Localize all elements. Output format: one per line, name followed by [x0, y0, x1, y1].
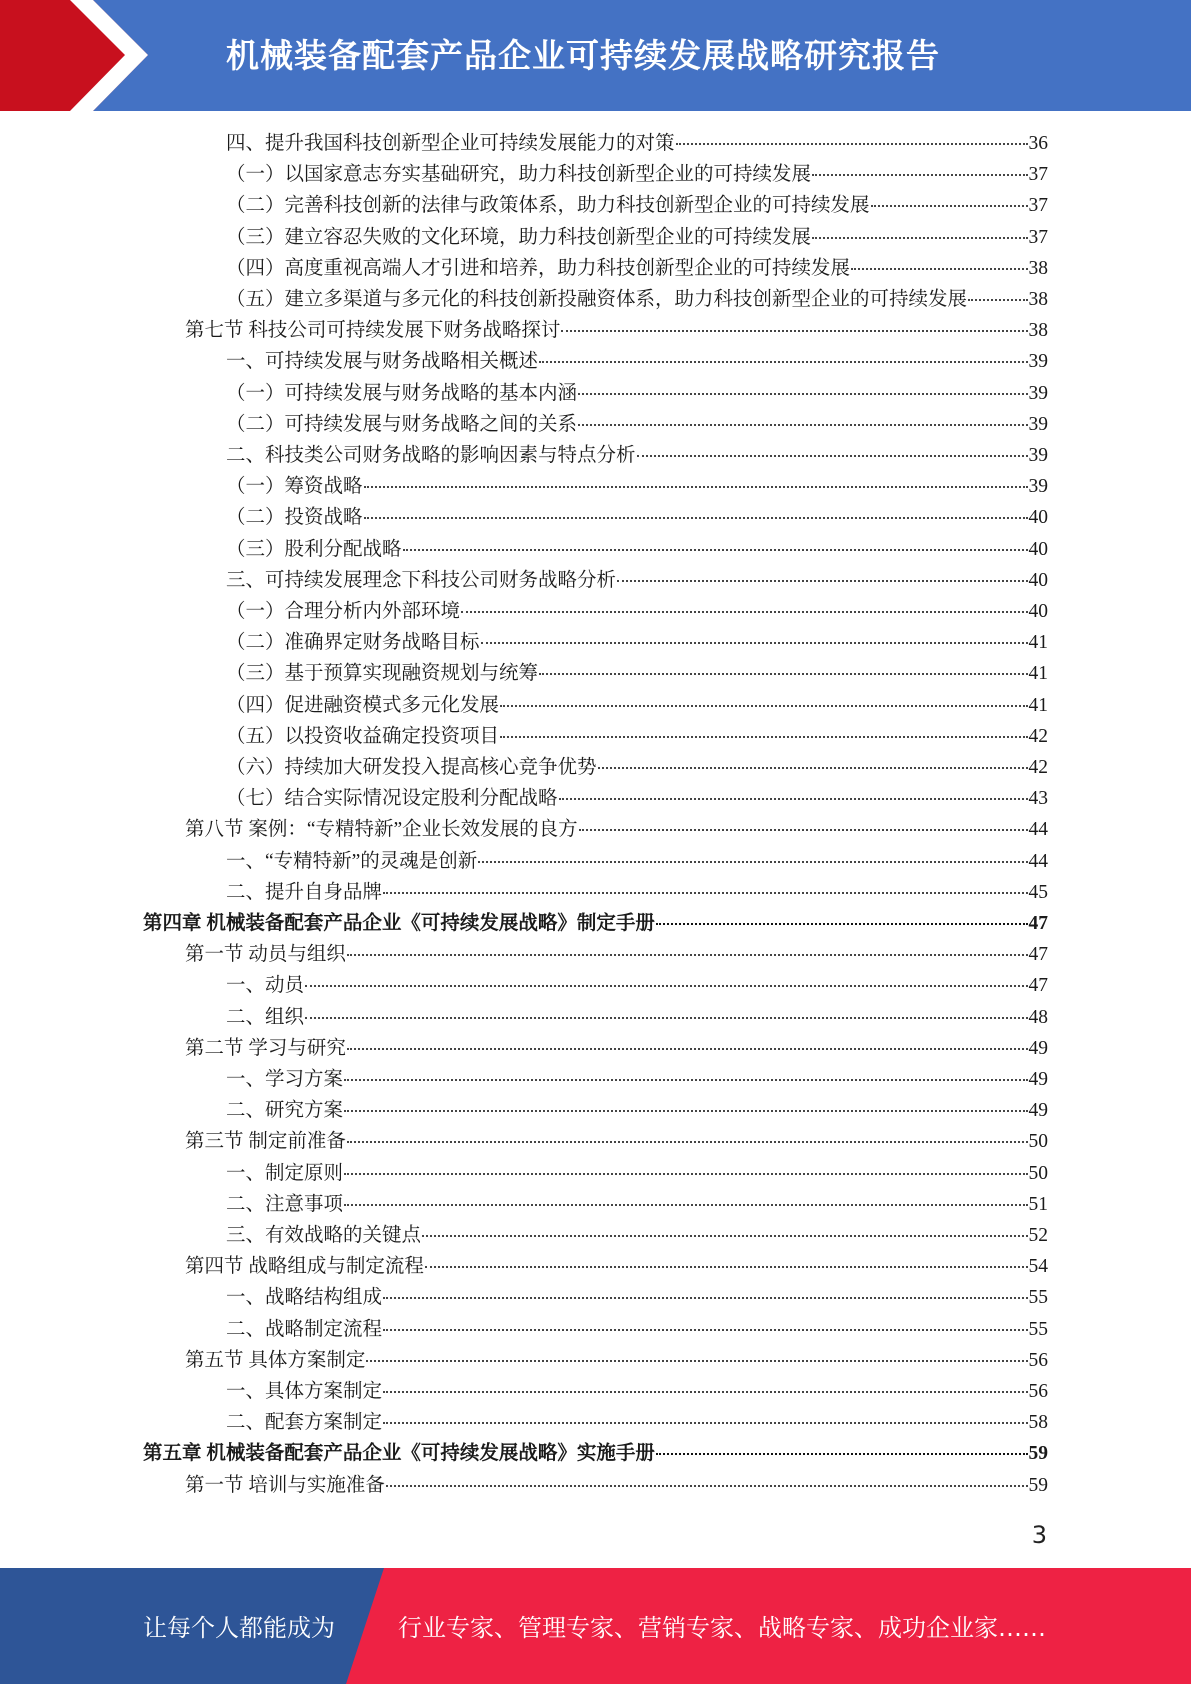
toc-entry[interactable] — [226, 534, 1048, 565]
toc-leader-dots — [344, 1204, 1027, 1206]
toc-entry-page: 59 — [1028, 1474, 1048, 1496]
toc-entry[interactable] — [226, 565, 1048, 596]
toc-leader-dots — [383, 1297, 1027, 1299]
toc-entry-page: 37 — [1028, 226, 1048, 248]
toc-leader-dots — [637, 455, 1028, 457]
toc-leader-dots — [617, 580, 1027, 582]
toc-entry-page: 41 — [1028, 632, 1048, 654]
toc-entry[interactable] — [226, 690, 1048, 721]
toc-leader-dots — [500, 736, 1027, 738]
toc-entry[interactable] — [226, 1220, 1048, 1251]
toc-entry[interactable] — [226, 471, 1048, 502]
toc-leader-dots — [386, 1485, 1028, 1487]
toc-entry-page: 52 — [1028, 1225, 1048, 1246]
toc-entry[interactable] — [226, 409, 1048, 440]
toc-entry-title: （一）筹资战略 — [226, 476, 363, 498]
toc-leader-dots — [481, 642, 1028, 644]
toc-entry[interactable] — [226, 658, 1048, 689]
toc-entry-title: 第五章 机械装备配套产品企业《可持续发展战略》实施手册 — [143, 1443, 655, 1465]
page-footer — [0, 1568, 1191, 1684]
toc-entry[interactable] — [143, 908, 1048, 939]
toc-entry-page: 42 — [1028, 725, 1048, 747]
toc-entry-page: 47 — [1028, 944, 1048, 966]
toc-entry-title: 一、可持续发展与财务战略相关概述 — [226, 351, 539, 373]
toc-leader-dots — [579, 829, 1028, 831]
toc-entry[interactable] — [226, 721, 1048, 752]
toc-entry-title: 一、动员 — [226, 975, 305, 997]
toc-entry[interactable] — [226, 596, 1048, 627]
toc-entry-title: （一）以国家意志夯实基础研究，助力科技创新型企业的可持续发展 — [226, 164, 812, 186]
toc-entry-title: （五）建立多渠道与多元化的科技创新投融资体系，助力科技创新型企业的可持续发展 — [226, 289, 968, 310]
toc-entry[interactable] — [226, 253, 1048, 284]
toc-entry[interactable] — [226, 284, 1048, 315]
toc-leader-dots — [578, 393, 1027, 395]
toc-leader-dots — [539, 673, 1027, 675]
toc-entry-title: （四）促进融资模式多元化发展 — [226, 694, 500, 716]
toc-entry-page: 44 — [1028, 819, 1048, 841]
toc-leader-dots — [344, 1110, 1027, 1112]
toc-entry-page: 39 — [1028, 351, 1048, 373]
toc-entry-page: 39 — [1028, 445, 1048, 466]
toc-entry-title: 二、科技类公司财务战略的影响因素与特点分析 — [226, 445, 636, 466]
toc-leader-dots — [347, 1048, 1028, 1050]
toc-leader-dots — [347, 954, 1028, 956]
toc-entry-title: 第四章 机械装备配套产品企业《可持续发展战略》制定手册 — [143, 913, 655, 934]
toc-entry[interactable] — [226, 502, 1048, 533]
toc-entry[interactable] — [226, 378, 1048, 409]
toc-entry-page: 45 — [1028, 881, 1048, 903]
toc-entry[interactable] — [226, 159, 1048, 190]
toc-entry-page: 39 — [1028, 413, 1048, 435]
toc-leader-dots — [461, 611, 1027, 613]
toc-leader-dots — [383, 892, 1027, 894]
toc-entry-title: （一）可持续发展与财务战略的基本内涵 — [226, 382, 578, 404]
toc-leader-dots — [344, 1173, 1027, 1175]
toc-leader-dots — [383, 1391, 1027, 1393]
toc-entry-page: 40 — [1028, 538, 1048, 560]
toc-entry-title: （二）投资战略 — [226, 507, 363, 529]
toc-entry[interactable] — [185, 1251, 1048, 1282]
toc-entry[interactable] — [226, 1158, 1048, 1189]
toc-entry-page: 36 — [1028, 133, 1048, 154]
toc-entry-page: 39 — [1028, 382, 1048, 404]
toc-entry[interactable] — [226, 1189, 1048, 1220]
toc-entry-title: 三、可持续发展理念下科技公司财务战略分析 — [226, 569, 617, 591]
toc-entry[interactable] — [226, 222, 1048, 253]
toc-entry-title: （七）结合实际情况设定股利分配战略 — [226, 788, 558, 810]
toc-entry-page: 37 — [1028, 164, 1048, 186]
toc-entry-title: （三）股利分配战略 — [226, 538, 402, 560]
toc-leader-dots — [305, 1017, 1027, 1019]
toc-entry-title: 二、组织 — [226, 1006, 305, 1028]
toc-entry-page: 39 — [1028, 476, 1048, 498]
toc-entry-page: 38 — [1028, 289, 1048, 310]
toc-leader-dots — [812, 237, 1027, 239]
toc-entry-page: 50 — [1028, 1131, 1048, 1153]
toc-entry-title: （一）合理分析内外部环境 — [226, 601, 461, 622]
toc-entry-page: 59 — [1028, 1443, 1048, 1465]
toc-entry-title: 二、注意事项 — [226, 1193, 344, 1215]
toc-entry[interactable] — [226, 1095, 1048, 1126]
page-number: 3 — [1031, 1521, 1047, 1549]
toc-entry-title: 四、提升我国科技创新型企业可持续发展能力的对策 — [226, 133, 675, 154]
toc-entry-title: 二、提升自身品牌 — [226, 881, 383, 903]
toc-entry-page: 44 — [1028, 850, 1048, 872]
toc-leader-dots — [561, 330, 1027, 332]
toc-entry[interactable] — [226, 846, 1048, 877]
toc-entry-title: （四）高度重视高端人才引进和培养，助力科技创新型企业的可持续发展 — [226, 257, 851, 279]
toc-leader-dots — [539, 361, 1027, 363]
toc-leader-dots — [500, 705, 1027, 707]
report-title: 机械装备配套产品企业可持续发展战略研究报告 — [226, 36, 940, 75]
toc-entry[interactable] — [226, 752, 1048, 783]
toc-entry-title: （二）准确界定财务战略目标 — [226, 632, 480, 654]
page-header — [0, 0, 1191, 111]
toc-entry-title: 二、战略制定流程 — [226, 1318, 383, 1340]
toc-entry[interactable] — [226, 190, 1048, 221]
toc-entry-page: 40 — [1028, 569, 1048, 591]
toc-entry-page: 49 — [1028, 1037, 1048, 1059]
toc-entry-page: 40 — [1028, 601, 1048, 622]
toc-entry[interactable] — [185, 1345, 1048, 1376]
toc-entry-page: 41 — [1028, 663, 1048, 685]
toc-entry[interactable] — [185, 1033, 1048, 1064]
toc-entry-page: 41 — [1028, 694, 1048, 716]
footer-slogan-right: 行业专家、管理专家、营销专家、战略专家、成功企业家…… — [398, 1614, 1046, 1642]
toc-entry[interactable] — [226, 627, 1048, 658]
toc-entry[interactable] — [226, 1282, 1048, 1313]
toc-leader-dots — [812, 174, 1027, 176]
toc-entry-title: 一、制定原则 — [226, 1162, 344, 1184]
toc-leader-dots — [366, 1360, 1027, 1362]
toc-leader-dots — [403, 549, 1028, 551]
toc-entry[interactable] — [185, 814, 1048, 845]
toc-entry[interactable] — [185, 939, 1048, 970]
toc-leader-dots — [305, 985, 1027, 987]
toc-entry-title: （五）以投资收益确定投资项目 — [226, 725, 500, 747]
toc-leader-dots — [422, 1235, 1027, 1237]
toc-entry-page: 49 — [1028, 1069, 1048, 1090]
toc-entry[interactable] — [226, 1002, 1048, 1033]
toc-entry-title: 一、具体方案制定 — [226, 1381, 383, 1402]
toc-leader-dots — [676, 143, 1028, 145]
toc-entry[interactable] — [226, 440, 1048, 471]
toc-entry-page: 37 — [1028, 195, 1048, 217]
toc-entry-title: 二、配套方案制定 — [226, 1412, 383, 1434]
toc-leader-dots — [559, 798, 1028, 800]
toc-entry-title: 第一节 培训与实施准备 — [185, 1474, 385, 1496]
toc-entry-title: 第二节 学习与研究 — [185, 1037, 346, 1059]
toc-entry-page: 43 — [1028, 788, 1048, 810]
toc-entry[interactable] — [226, 1314, 1048, 1345]
toc-leader-dots — [425, 1266, 1028, 1268]
footer-slogan-left: 让每个人都能成为 — [143, 1614, 335, 1642]
toc-leader-dots — [871, 205, 1028, 207]
toc-entry-title: 一、学习方案 — [226, 1069, 344, 1090]
toc-leader-dots — [578, 424, 1027, 426]
toc-leader-dots — [344, 1079, 1027, 1081]
toc-entry-title: （二）可持续发展与财务战略之间的关系 — [226, 413, 578, 435]
toc-entry-page: 55 — [1028, 1287, 1048, 1309]
toc-entry[interactable] — [226, 877, 1048, 908]
toc-entry-page: 40 — [1028, 507, 1048, 529]
toc-entry-title: （六）持续加大研发投入提高核心竞争优势 — [226, 757, 597, 778]
toc-entry[interactable] — [226, 970, 1048, 1001]
toc-entry-title: 一、“专精特新”的灵魂是创新 — [226, 850, 478, 872]
toc-entry[interactable] — [226, 346, 1048, 377]
toc-entry-page: 51 — [1028, 1193, 1048, 1215]
toc-entry[interactable] — [226, 1407, 1048, 1438]
toc-entry-title: （三）建立容忍失败的文化环境，助力科技创新型企业的可持续发展 — [226, 226, 812, 248]
toc-entry[interactable] — [226, 1064, 1048, 1095]
toc-entry[interactable] — [226, 783, 1048, 814]
toc-leader-dots — [383, 1329, 1027, 1331]
toc-entry-title: 第五节 具体方案制定 — [185, 1349, 366, 1371]
toc-entry-title: 第八节 案例：“专精特新”企业长效发展的良方 — [185, 819, 578, 841]
toc-entry-page: 54 — [1028, 1256, 1048, 1278]
toc-entry[interactable] — [185, 1126, 1048, 1157]
toc-entry-title: 第三节 制定前准备 — [185, 1131, 346, 1153]
toc-leader-dots — [656, 923, 1028, 925]
toc-entry[interactable] — [143, 1438, 1048, 1469]
toc-leader-dots — [598, 767, 1028, 769]
toc-leader-dots — [851, 268, 1027, 270]
toc-leader-dots — [347, 1141, 1028, 1143]
toc-leader-dots — [656, 1453, 1028, 1455]
toc-entry[interactable] — [226, 1376, 1048, 1407]
toc-entry-page: 56 — [1028, 1349, 1048, 1371]
toc-leader-dots — [383, 1422, 1027, 1424]
toc-entry-title: （三）基于预算实现融资规划与统筹 — [226, 663, 539, 685]
toc-entry-title: （二）完善科技创新的法律与政策体系，助力科技创新型企业的可持续发展 — [226, 195, 870, 217]
toc-entry-page: 47 — [1028, 913, 1048, 934]
toc-entry-title: 第四节 战略组成与制定流程 — [185, 1256, 424, 1278]
toc-leader-dots — [364, 517, 1028, 519]
toc-entry-title: 第一节 动员与组织 — [185, 944, 346, 966]
toc-entry-title: 二、研究方案 — [226, 1100, 344, 1122]
toc-entry-page: 38 — [1028, 320, 1048, 342]
toc-leader-dots — [364, 486, 1028, 488]
toc-entry-page: 58 — [1028, 1412, 1048, 1434]
toc-entry-page: 56 — [1028, 1381, 1048, 1402]
toc-entry-page: 49 — [1028, 1100, 1048, 1122]
toc-entry-page: 55 — [1028, 1318, 1048, 1340]
toc-entry[interactable] — [226, 128, 1048, 159]
toc-entry-page: 48 — [1028, 1006, 1048, 1028]
toc-entry[interactable] — [185, 315, 1048, 346]
toc-entry-title: 第七节 科技公司可持续发展下财务战略探讨 — [185, 320, 561, 342]
toc-entry-page: 47 — [1028, 975, 1048, 997]
toc-leader-dots — [968, 299, 1027, 301]
toc-entry-page: 42 — [1028, 757, 1048, 778]
toc-entry[interactable] — [185, 1470, 1048, 1501]
toc-entry-title: 三、有效战略的关键点 — [226, 1225, 422, 1246]
toc-leader-dots — [478, 861, 1027, 863]
toc-entry-page: 38 — [1028, 257, 1048, 279]
toc-entry-page: 50 — [1028, 1162, 1048, 1184]
toc-entry-title: 一、战略结构组成 — [226, 1287, 383, 1309]
